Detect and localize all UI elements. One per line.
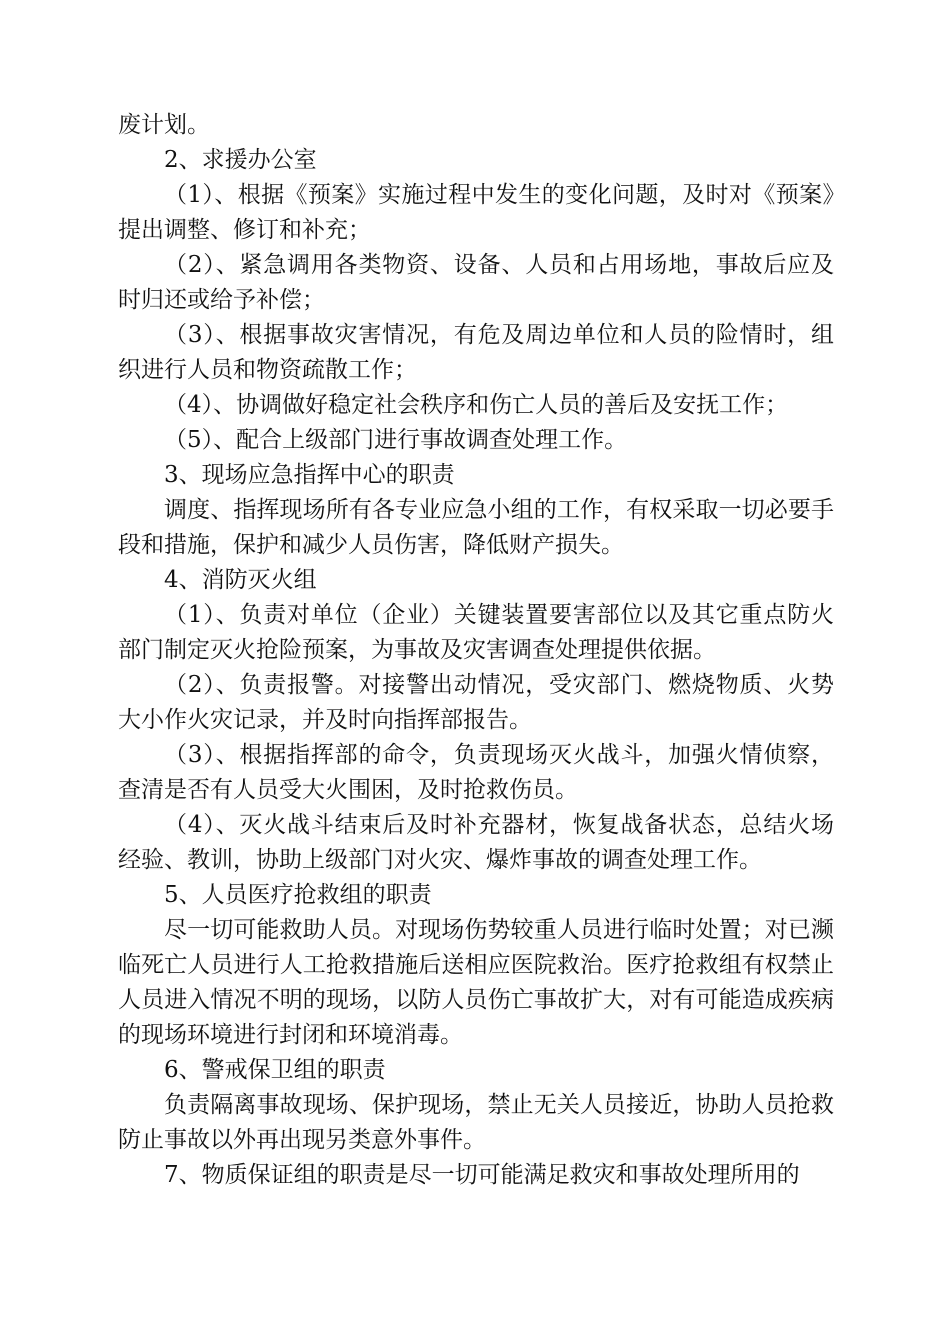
document-body [118, 108, 834, 1193]
paragraph: （2）、紧急调用各类物资、设备、人员和占用场地，事故后应及时归还或给予补偿； [118, 252, 834, 313]
paragraph: 3、现场应急指挥中心的职责 [164, 462, 455, 488]
paragraph: （3）、根据事故灾害情况，有危及周边单位和人员的险情时，组织进行人员和物资疏散工作； [118, 322, 834, 383]
paragraph: （5）、配合上级部门进行事故调查处理工作。 [164, 427, 628, 453]
paragraph: （3）、根据指挥部的命令，负责现场灭火战斗，加强火情侦察，查清是否有人员受大火围困，及时抢救伤员。 [118, 742, 834, 803]
paragraph: 7、物质保证组的职责是尽一切可能满足救灾和事故处理所用的 [164, 1162, 800, 1188]
paragraph: 尽一切可能救助人员。对现场伤势较重人员进行临时处置；对已濒临死亡人员进行人工抢救措施后送相应医院救治。医疗抢救组有权禁止人员进入情况不明的现场，以防人员伤亡事故扩大，对有可能造成疾病的现场环境进行封闭和环境消毒。 [118, 917, 834, 1048]
paragraph: （2）、负责报警。对接警出动情况，受灾部门、燃烧物质、火势大小作火灾记录，并及时向指挥部报告。 [118, 672, 834, 733]
paragraph: （4）、灭火战斗结束后及时补充器材，恢复战备状态，总结火场经验、教训，协助上级部门对火灾、爆炸事故的调查处理工作。 [118, 812, 834, 873]
paragraph: 废计划。 [118, 112, 210, 138]
paragraph: 负责隔离事故现场、保护现场，禁止无关人员接近，协助人员抢救防止事故以外再出现另类意外事件。 [118, 1092, 834, 1153]
paragraph: （1）、根据《预案》实施过程中发生的变化问题，及时对《预案》提出调整、修订和补充； [118, 182, 834, 243]
paragraph: 5、人员医疗抢救组的职责 [164, 882, 432, 908]
paragraph: （4）、协调做好稳定社会秩序和伤亡人员的善后及安抚工作； [164, 392, 789, 418]
paragraph: 6、警戒保卫组的职责 [164, 1057, 386, 1083]
paragraph: （1）、负责对单位（企业）关键装置要害部位以及其它重点防火部门制定灭火抢险预案，为事故及灾害调查处理提供依据。 [118, 602, 834, 663]
paragraph: 4、消防灭火组 [164, 567, 317, 593]
paragraph: 2、求援办公室 [164, 147, 317, 173]
paragraph: 调度、指挥现场所有各专业应急小组的工作，有权采取一切必要手段和措施，保护和减少人员伤害，降低财产损失。 [118, 497, 834, 558]
